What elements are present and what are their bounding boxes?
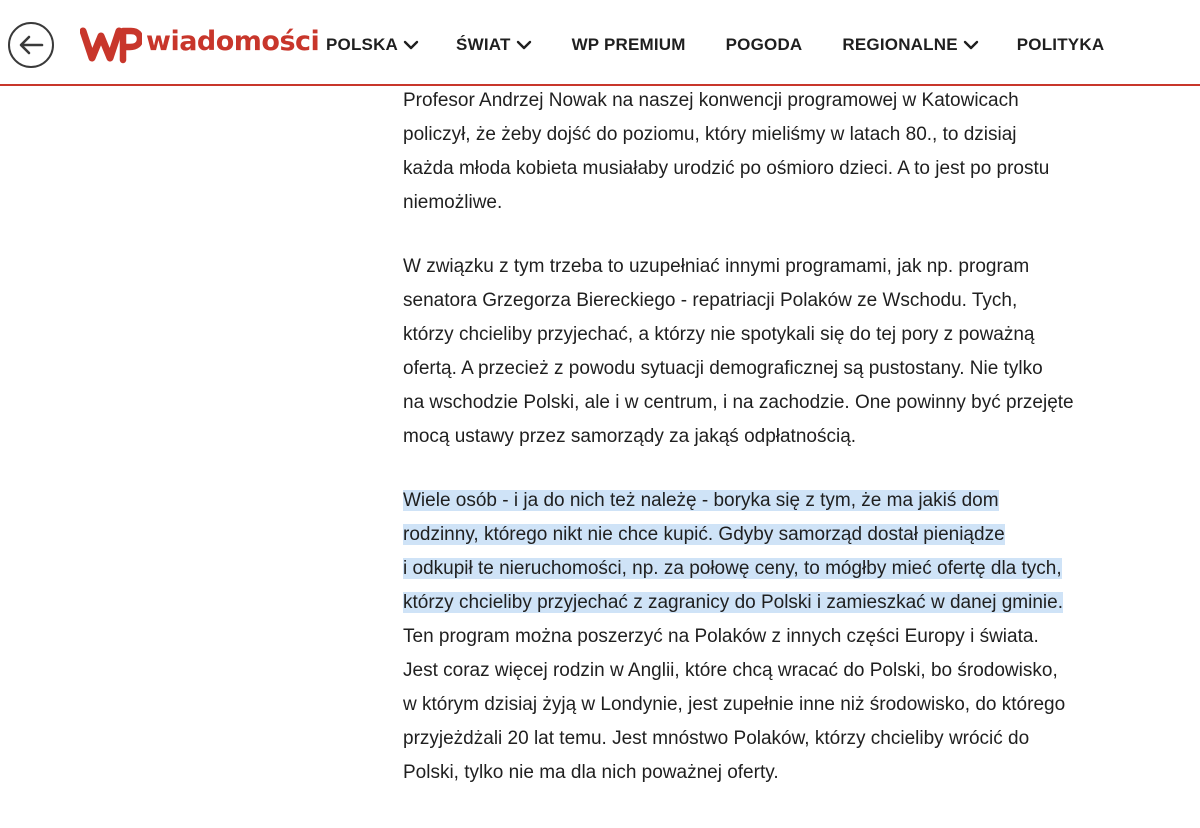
nav-item-regionalne[interactable] xyxy=(842,35,978,55)
chevron-down-icon xyxy=(516,40,532,50)
nav-item-polityka[interactable] xyxy=(1017,35,1105,55)
nav-item-label: ŚWIAT xyxy=(456,35,511,54)
wp-wiadomosci-logo[interactable] xyxy=(80,24,319,64)
text-line: na wschodzie Polski, ale i w centrum, i na zachodzie. One powinny być przejęte xyxy=(403,392,1074,413)
text-selection: i odkupił te nieruchomości, np. za połowę ceny, to mógłby mieć ofertę dla tych, xyxy=(403,558,1062,579)
text-line: niemożliwe. xyxy=(403,192,503,213)
nav-item-label: REGIONALNE xyxy=(842,35,958,54)
article-paragraph xyxy=(403,484,1193,790)
text-line: Jest coraz więcej rodzin w Anglii, które chcą wracać do Polski, bo środowisko, xyxy=(403,660,1058,681)
logo-text: wiadomości xyxy=(146,25,320,57)
nav-item-pogoda[interactable] xyxy=(726,35,803,55)
text-line: mocą ustawy przez samorządy za jakąś odpłatnością. xyxy=(403,426,857,447)
text-selection: którzy chcieliby przyjechać z zagranicy do Polski i zamieszkać w danej gminie. xyxy=(403,592,1063,613)
text-selection: Wiele osób - i ja do nich też należę - boryka się z tym, że ma jakiś dom xyxy=(403,490,999,511)
text-line: każda młoda kobieta musiałaby urodzić po ośmioro dzieci. A to jest po prostu xyxy=(403,158,1050,179)
main-nav xyxy=(326,33,1104,57)
nav-item-label: POLITYKA xyxy=(1016,35,1105,54)
wp-logo-icon xyxy=(80,24,142,64)
nav-item-wp-premium[interactable] xyxy=(572,35,686,55)
text-line: ofertą. A przecież z powodu sytuacji demograficznej są pustostany. Nie tylko xyxy=(403,358,1043,379)
nav-item-label: WP PREMIUM xyxy=(571,35,686,54)
text-line: którzy chcieliby przyjechać, a którzy nie spotykali się do tej pory z poważną xyxy=(403,324,1035,345)
top-navigation-bar xyxy=(0,0,1200,86)
article-paragraph xyxy=(403,250,1193,454)
nav-item-polska[interactable] xyxy=(326,35,419,55)
text-line: Polski, tylko nie ma dla nich poważnej oferty. xyxy=(403,762,779,783)
text-line: Ten program można poszerzyć na Polaków z innych części Europy i świata. xyxy=(403,626,1039,647)
selected-text-line[interactable] xyxy=(403,484,1193,518)
selected-text-line[interactable] xyxy=(403,552,1193,586)
article-body xyxy=(403,84,1193,790)
article-paragraph xyxy=(403,84,1193,220)
text-selection: rodzinny, którego nikt nie chce kupić. Gdyby samorząd dostał pieniądze xyxy=(403,524,1005,545)
text-line: senatora Grzegorza Biereckiego - repatriacji Polaków ze Wschodu. Tych, xyxy=(403,290,1018,311)
text-line: policzył, że żeby dojść do poziomu, który mieliśmy w latach 80., to dzisiaj xyxy=(403,124,1017,145)
chevron-down-icon xyxy=(963,40,979,50)
text-line: W związku z tym trzeba to uzupełniać innymi programami, jak np. program xyxy=(403,256,1030,277)
text-line: przyjeżdżali 20 lat temu. Jest mnóstwo Polaków, którzy chcieliby wrócić do xyxy=(403,728,1030,749)
chevron-down-icon xyxy=(403,40,419,50)
back-arrow-icon xyxy=(18,34,44,56)
text-line: w którym dzisiaj żyją w Londynie, jest zupełnie inne niż środowisko, do którego xyxy=(403,694,1066,715)
selected-text-line[interactable] xyxy=(403,518,1193,552)
selected-text-line[interactable] xyxy=(403,586,1193,620)
nav-item-label: POGODA xyxy=(725,35,803,54)
text-line: Profesor Andrzej Nowak na naszej konwencji programowej w Katowicach xyxy=(403,90,1019,111)
nav-item-label: POLSKA xyxy=(326,35,399,54)
back-button[interactable] xyxy=(8,22,54,68)
nav-item-swiat[interactable] xyxy=(456,35,532,55)
